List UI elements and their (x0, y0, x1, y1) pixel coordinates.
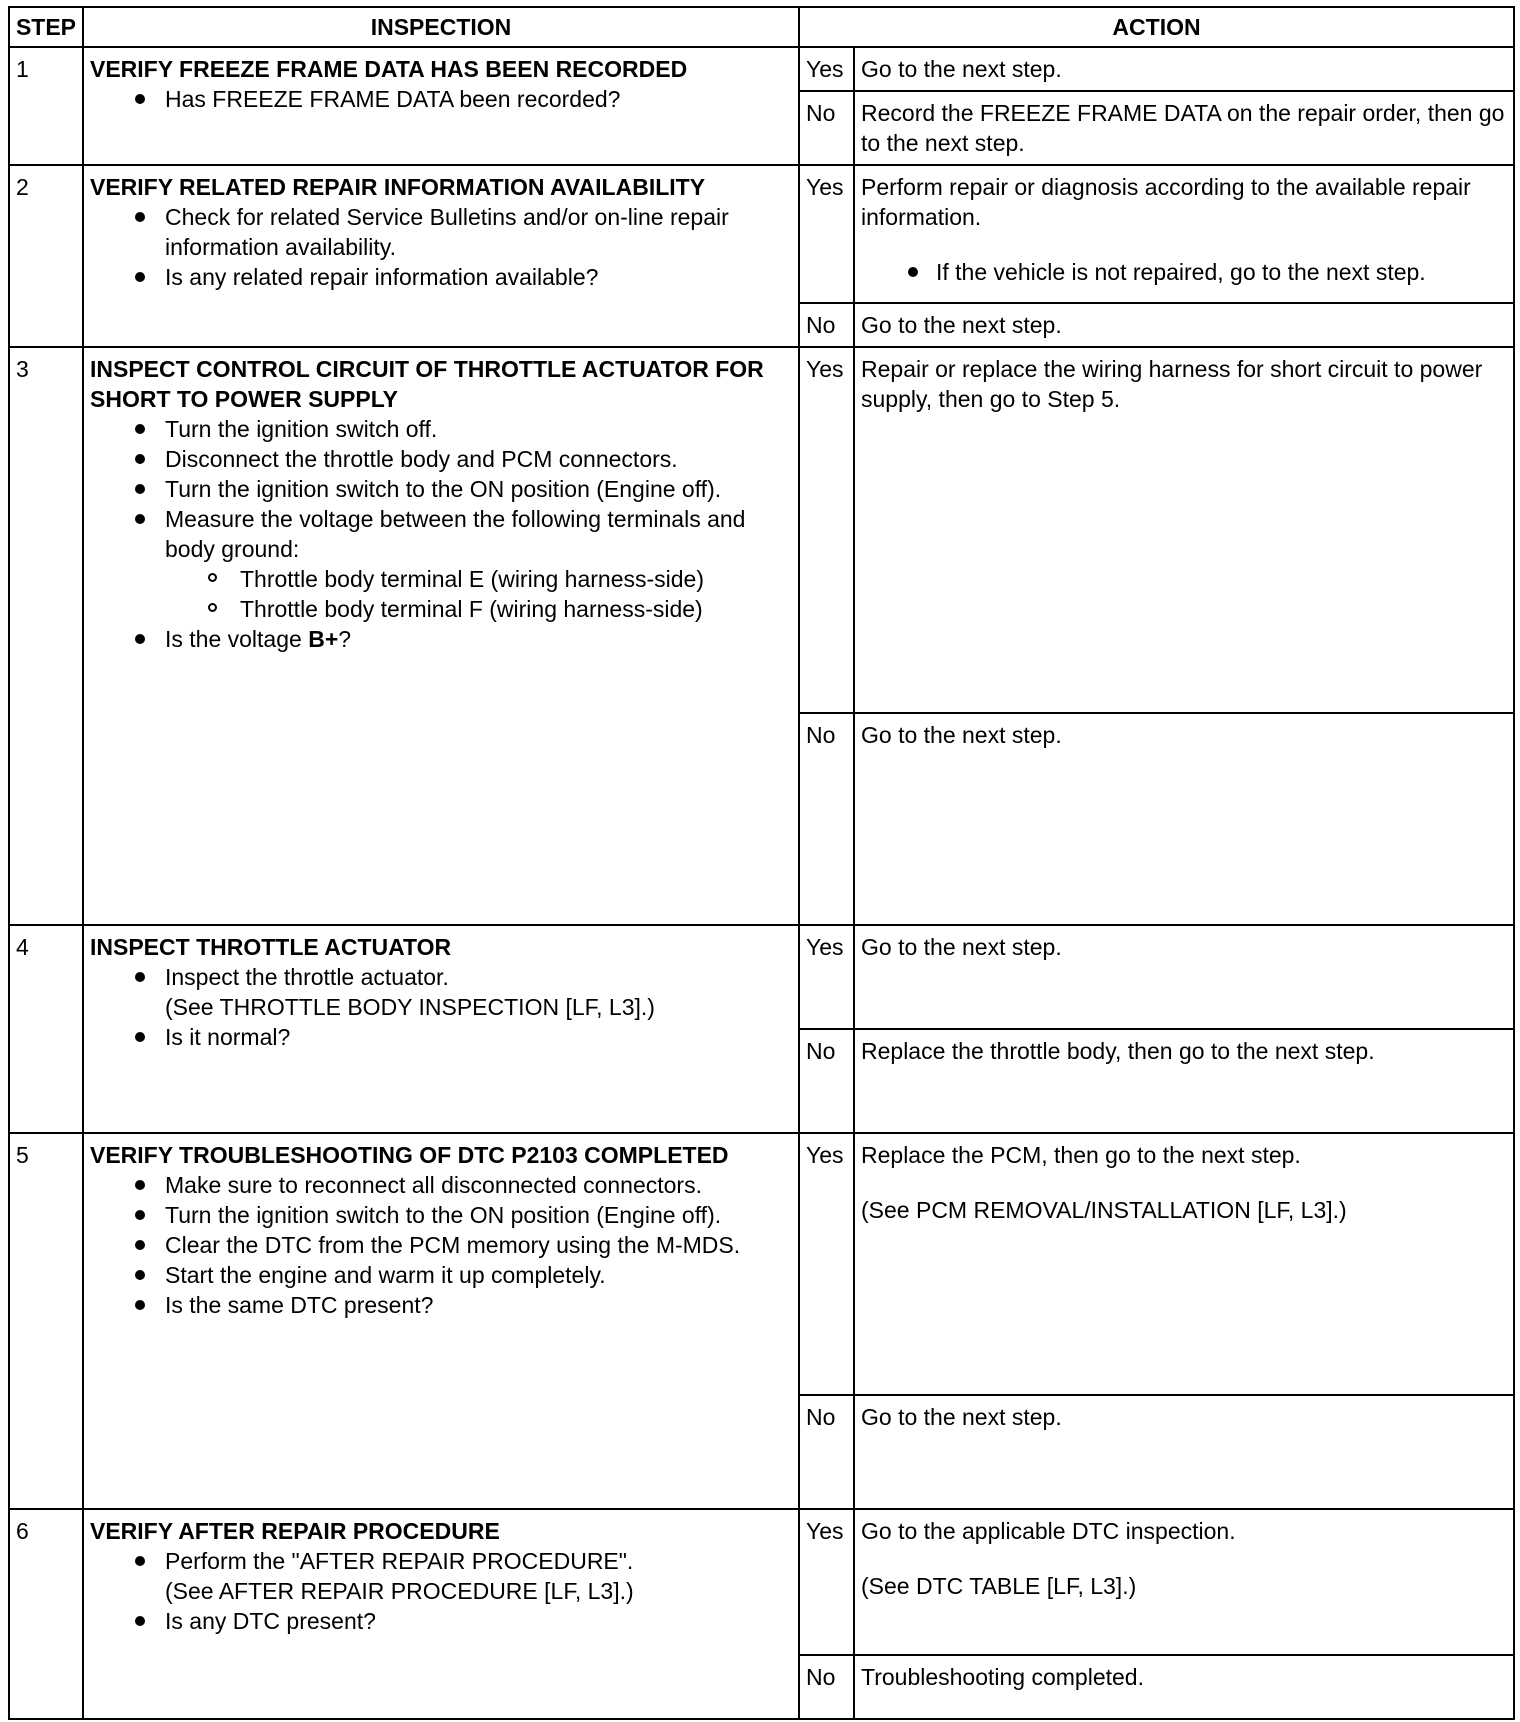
question-text: Is the voltage (165, 626, 309, 652)
no-label: No (799, 1029, 854, 1133)
action-column-header: ACTION (799, 7, 1514, 47)
step-title: VERIFY RELATED REPAIR INFORMATION AVAILABILITY (90, 174, 706, 200)
no-action (854, 303, 1514, 347)
no-action (854, 1655, 1514, 1719)
no-label: No (799, 303, 854, 347)
bullet-item: Disconnect the throttle body and PCM connectors. (90, 444, 792, 474)
no-label: No (799, 713, 854, 925)
bullet-item: Is any DTC present? (90, 1606, 792, 1636)
inspection-cell (83, 165, 799, 347)
action-text: Go to the applicable DTC inspection. (861, 1518, 1236, 1544)
inspection-cell (83, 1509, 799, 1719)
step-number: 2 (9, 165, 83, 347)
action-text: Go to the next step. (861, 56, 1062, 82)
step-title: VERIFY FREEZE FRAME DATA HAS BEEN RECORDED (90, 56, 688, 82)
no-label: No (799, 91, 854, 165)
inspection-cell (83, 47, 799, 165)
yes-label: Yes (799, 925, 854, 1029)
action-text: Troubleshooting completed. (861, 1664, 1144, 1690)
bullet-item: Is the same DTC present? (90, 1290, 792, 1320)
step-number: 1 (9, 47, 83, 165)
voltage-value: B+ (308, 626, 339, 652)
step-title: VERIFY AFTER REPAIR PROCEDURE (90, 1518, 500, 1544)
bullet-item: Make sure to reconnect all disconnected connectors. (90, 1170, 792, 1200)
bullet-item: Clear the DTC from the PCM memory using the M-MDS. (90, 1230, 792, 1260)
bullet-item: Start the engine and warm it up completely. (90, 1260, 792, 1290)
step-row (9, 347, 1514, 713)
no-action (854, 713, 1514, 925)
yes-action (854, 165, 1514, 303)
header-row (9, 7, 1514, 47)
sub-bullet-item: Throttle body terminal F (wiring harness-side) (90, 594, 792, 624)
step-row (9, 1133, 1514, 1395)
yes-label: Yes (799, 47, 854, 91)
yes-action (854, 1509, 1514, 1655)
step-row (9, 925, 1514, 1029)
bullet-item: Is any related repair information available? (90, 262, 792, 292)
step-number: 6 (9, 1509, 83, 1719)
reference-text: (See THROTTLE BODY INSPECTION [LF, L3].) (165, 994, 655, 1020)
action-text: Go to the next step. (861, 722, 1062, 748)
step-row (9, 165, 1514, 303)
bullet-item: Perform the "AFTER REPAIR PROCEDURE". (90, 1546, 792, 1576)
inspection-cell (83, 347, 799, 925)
step-number: 5 (9, 1133, 83, 1509)
step-title: VERIFY TROUBLESHOOTING OF DTC P2103 COMPLETED (90, 1142, 729, 1168)
bullet-item: Turn the ignition switch to the ON position (Engine off). (90, 474, 792, 504)
no-action (854, 91, 1514, 165)
action-text: Replace the throttle body, then go to the next step. (861, 1038, 1375, 1064)
inspection-column-header: INSPECTION (83, 7, 799, 47)
question-mark: ? (338, 626, 352, 652)
no-label: No (799, 1655, 854, 1719)
step-number: 4 (9, 925, 83, 1133)
bullet-item: Turn the ignition switch off. (90, 414, 792, 444)
step-row (9, 1509, 1514, 1655)
step-number: 3 (9, 347, 83, 925)
bullet-item: Check for related Service Bulletins and/or on-line repair information availability. (90, 202, 792, 262)
sub-bullet-item: Throttle body terminal E (wiring harness-side) (90, 564, 792, 594)
diagnostic-procedure-table (8, 6, 1515, 1720)
step-title: INSPECT THROTTLE ACTUATOR (90, 934, 452, 960)
yes-action (854, 47, 1514, 91)
yes-action (854, 1133, 1514, 1395)
bullet-item: Has FREEZE FRAME DATA been recorded? (90, 84, 792, 114)
inspection-cell (83, 925, 799, 1133)
inspection-cell (83, 1133, 799, 1509)
action-text: Perform repair or diagnosis according to the available repair information. (861, 174, 1471, 230)
yes-label: Yes (799, 165, 854, 303)
step-row (9, 47, 1514, 91)
step-column-header: STEP (9, 7, 83, 47)
no-action (854, 1395, 1514, 1509)
bullet-item: Measure the voltage between the following terminals and body ground: (90, 504, 792, 564)
action-text: Go to the next step. (861, 312, 1062, 338)
bullet-item: Is it normal? (90, 1022, 792, 1052)
yes-action (854, 925, 1514, 1029)
bullet-item: Turn the ignition switch to the ON position (Engine off). (90, 1200, 792, 1230)
yes-label: Yes (799, 347, 854, 713)
action-text: Go to the next step. (861, 934, 1062, 960)
yes-label: Yes (799, 1509, 854, 1655)
yes-label: Yes (799, 1133, 854, 1395)
reference-text: (See PCM REMOVAL/INSTALLATION [LF, L3].) (861, 1197, 1347, 1223)
no-action (854, 1029, 1514, 1133)
action-text: Record the FREEZE FRAME DATA on the repair order, then go to the next step. (861, 100, 1505, 156)
bullet-item (90, 624, 792, 654)
action-text: Replace the PCM, then go to the next step. (861, 1142, 1301, 1168)
action-text: Repair or replace the wiring harness for short circuit to power supply, then go to Step 5. (861, 356, 1483, 412)
reference-text: (See AFTER REPAIR PROCEDURE [LF, L3].) (165, 1578, 634, 1604)
yes-action (854, 347, 1514, 713)
bullet-item: Inspect the throttle actuator. (90, 962, 792, 992)
action-bullet: If the vehicle is not repaired, go to the next step. (861, 257, 1507, 287)
reference-text: (See DTC TABLE [LF, L3].) (861, 1573, 1137, 1599)
step-title: INSPECT CONTROL CIRCUIT OF THROTTLE ACTUATOR FOR SHORT TO POWER SUPPLY (90, 356, 764, 412)
no-label: No (799, 1395, 854, 1509)
action-text: Go to the next step. (861, 1404, 1062, 1430)
